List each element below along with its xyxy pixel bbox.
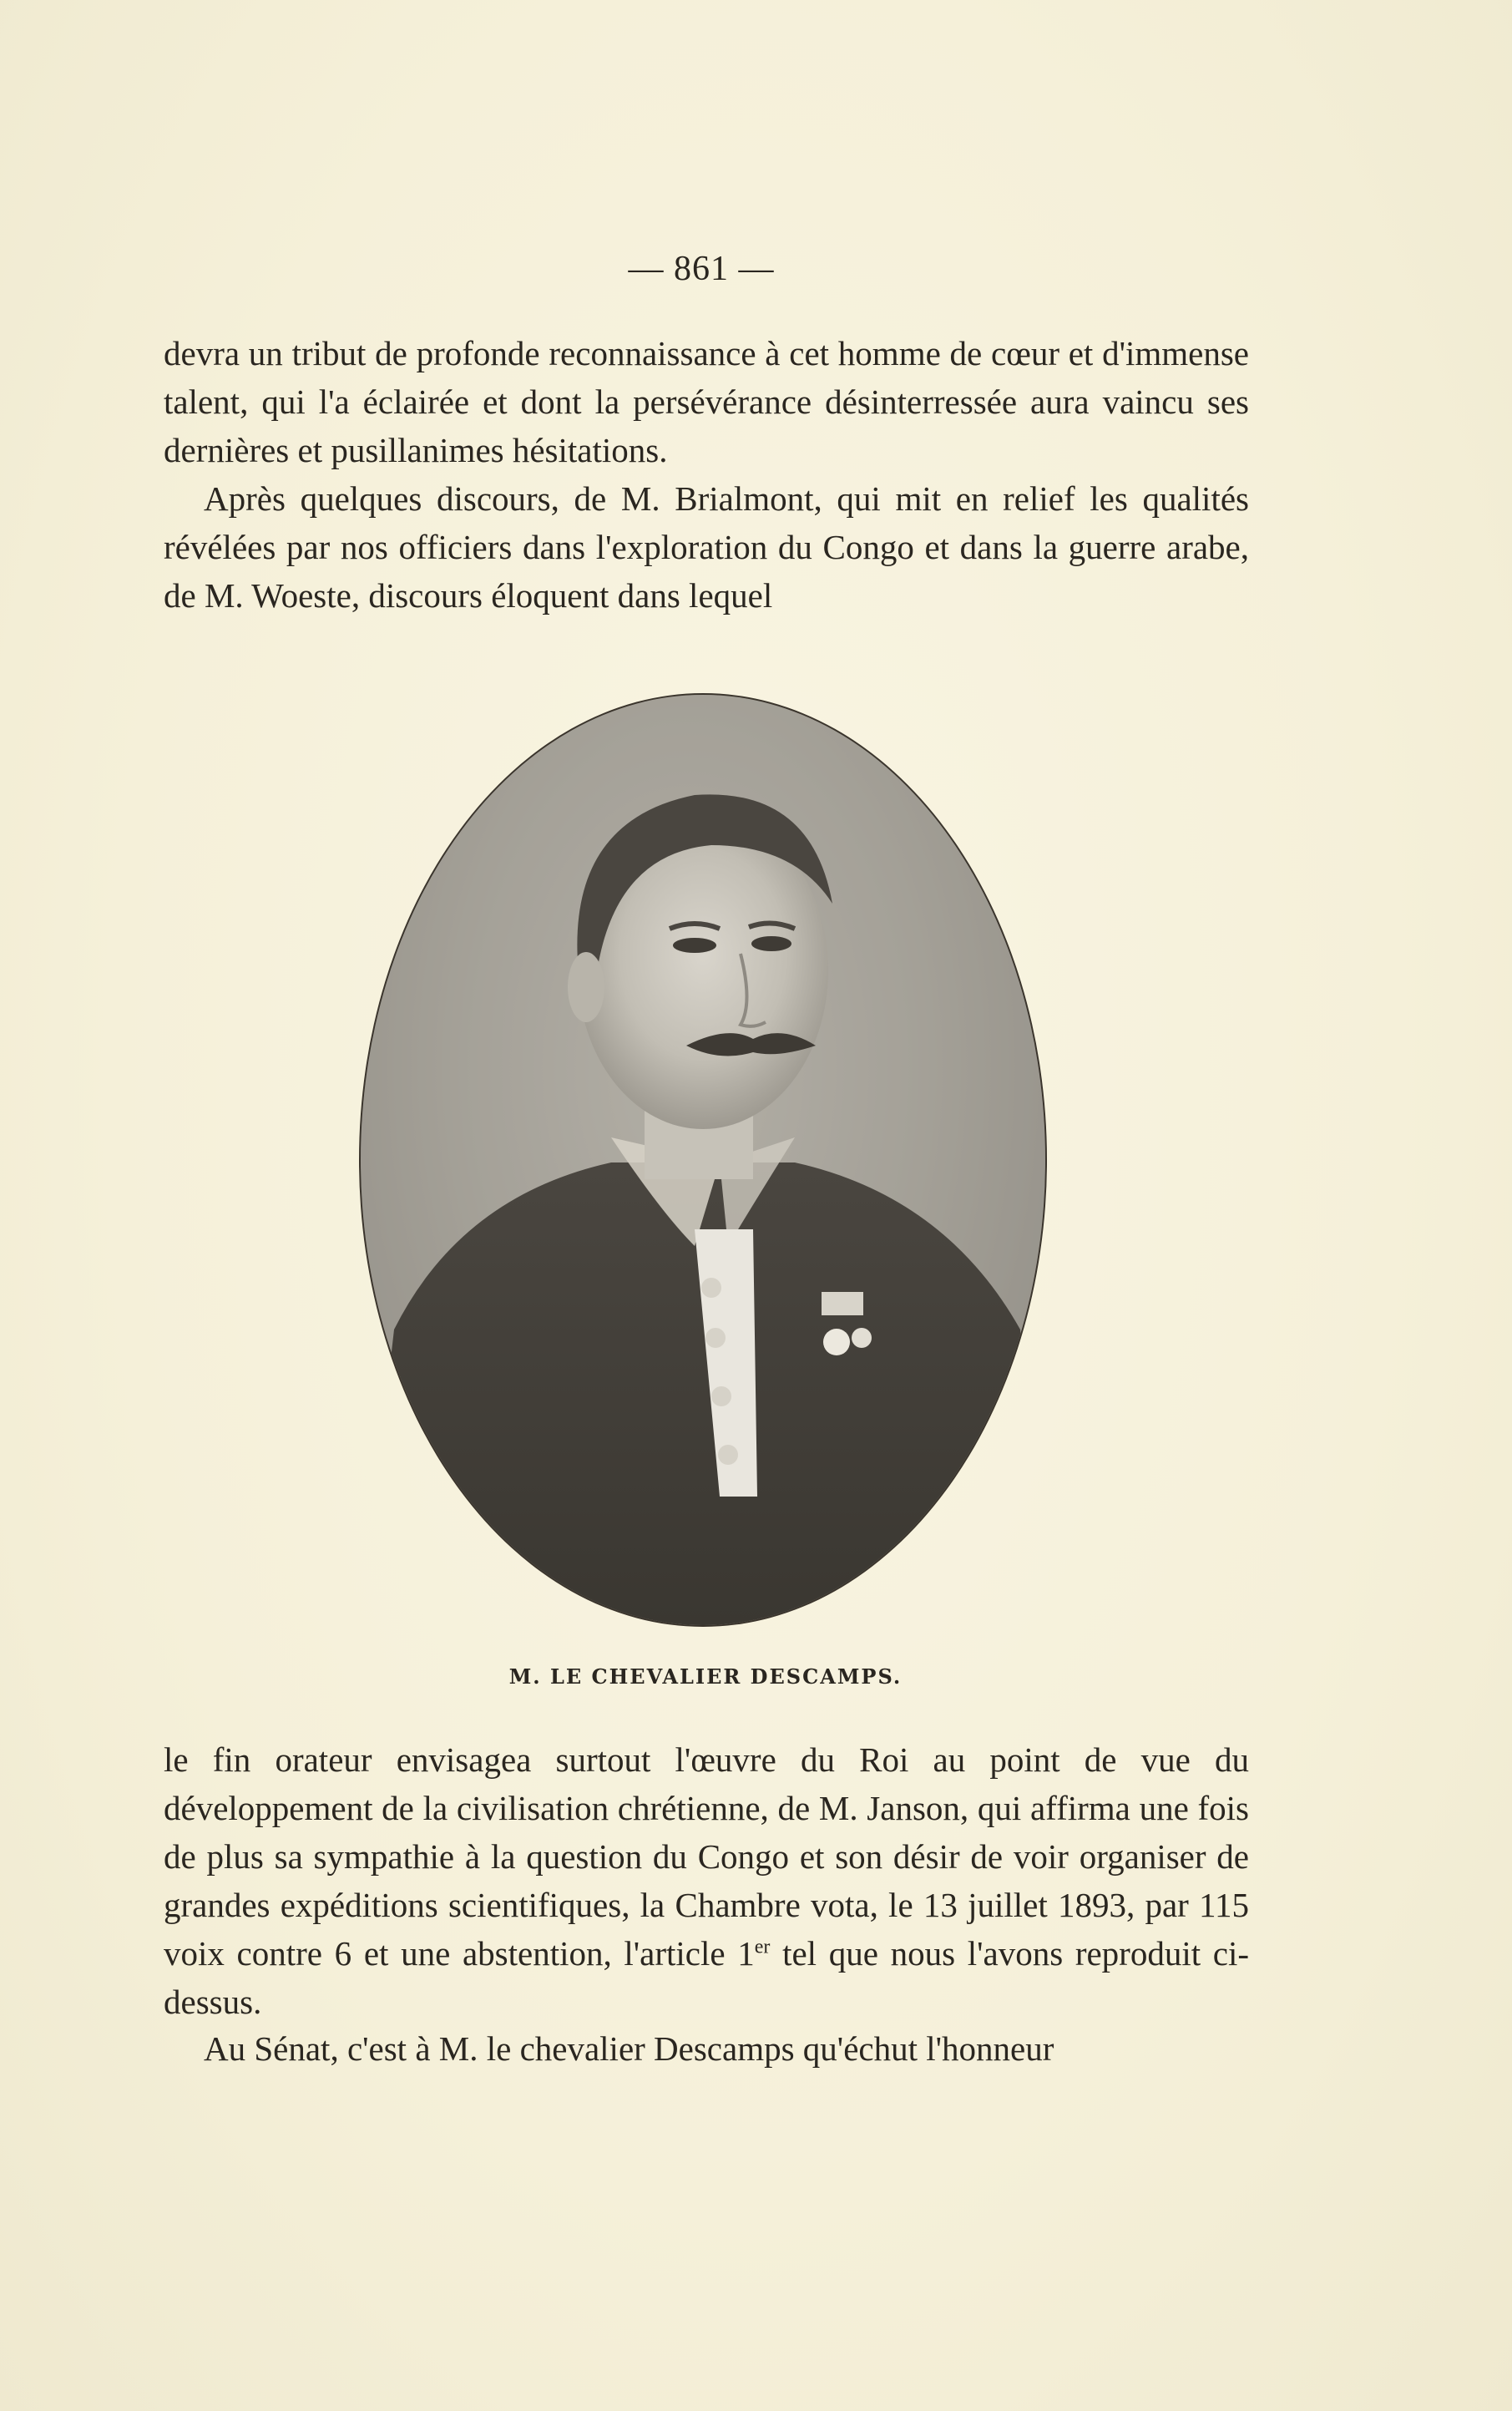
paragraph-text-4 — [164, 2024, 1249, 2073]
paragraph-bottom — [164, 1735, 1249, 2026]
paragraph-text-2-content: Après quelques discours, de M. Brialmont, qui mit en relief les qualités révélées par nos officiers dans l'exploration du Congo et dans la guerre arabe, de M. Woeste, discours éloquent dans lequel — [164, 479, 1249, 615]
portrait-figure — [359, 693, 1047, 1627]
paragraph-text-3-content: le fin orateur envisagea surtout l'œuvre du Roi au point de vue du développement de la civilisation chrétienne, de M. Janson, qui affirma une fois de plus sa sympathie à la question du Congo et son désir de voir organiser de grandes expéditions scientifiques, la Chambre vota, le 13 juillet 1893, par 115 voix contre 6 et une abstention, l'article 1 — [164, 1740, 1249, 1973]
page-number: — 861 — — [628, 250, 775, 288]
portrait-photo — [361, 695, 1045, 1625]
superscript: er — [754, 1936, 771, 1958]
paragraph-text-3-tail: tel que nous l'avons reproduit ci-dessus. — [164, 1934, 1250, 2021]
paragraph-text-4-content: Au Sénat, c'est à M. le chevalier Descamps qu'échut l'honneur — [204, 2029, 1054, 2068]
figure-caption: M. LE CHEVALIER DESCAMPS. — [508, 1664, 903, 1689]
portrait-oval — [359, 693, 1047, 1627]
paragraph-text-2 — [164, 474, 1249, 620]
paragraph-top — [164, 329, 1249, 620]
paragraph-text: devra un tribut de profonde reconnaissance à cet homme de cœur et d'immense talent, qui l'a éclairée et dont la persévérance désinterressée aura vaincu ses dernières et pusillanimes hésitations. — [164, 334, 1249, 469]
paragraph-last — [164, 2024, 1249, 2073]
paragraph-text-3 — [164, 1735, 1249, 2026]
